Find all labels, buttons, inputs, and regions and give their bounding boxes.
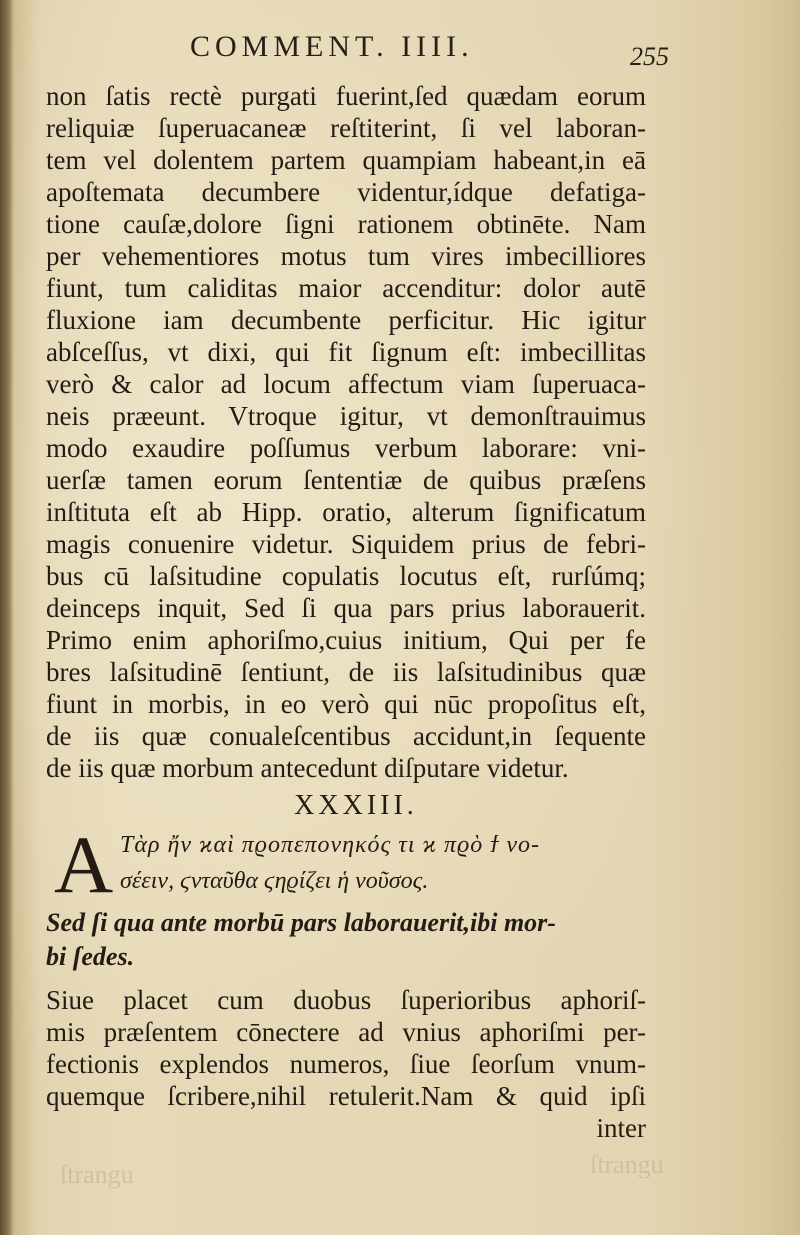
latin-aphorism-line: bi ſedes.	[46, 942, 135, 971]
commentary-line: fluxione iam decumbente perficitur. Hic igitur	[46, 305, 646, 335]
commentary-line: inſtituta eſt ab Hipp. oratio, alterum ſignificatum	[46, 497, 646, 527]
commentary-line: de iis quæ conualeſcentibus accidunt,in ſequente	[46, 721, 646, 751]
commentary-line: apoſtemata decumbere videntur,ídque defatiga-	[46, 177, 646, 207]
commentary-line: deinceps inquit, Sed ſi qua pars prius laborauerit.	[46, 593, 646, 623]
show-through-text: ſtrangu	[60, 1160, 134, 1189]
commentary-line: magis conuenire videtur. Siquidem prius de febri-	[46, 529, 646, 559]
commentary-line: bus cū laſsitudine copulatis locutus eſt, rurſúmq;	[46, 561, 646, 591]
commentary-line: fiunt in morbis, in eo verò qui nūc propoſitus eſt,	[46, 689, 646, 719]
commentary-line: verò & calor ad locum affectum viam ſuperuaca-	[46, 369, 646, 399]
commentary-line: quemque ſcribere,nihil retulerit.Nam & quid ipſi	[46, 1081, 646, 1111]
commentary-line: Siue placet cum duobus ſuperioribus aphoriſ-	[46, 985, 646, 1015]
commentary-line: tione cauſæ,dolore ſigni rationem obtinēte. Nam	[46, 209, 646, 239]
commentary-line: uerſæ tamen eorum ſententiæ de quibus præſens	[46, 465, 646, 495]
latin-aphorism-line: Sed ſi qua ante morbū pars laborauerit,ibi mor-	[46, 908, 556, 937]
commentary-line: fiunt, tum caliditas maior accenditur: dolor autē	[46, 273, 646, 303]
commentary-line: de iis quæ morbum antecedunt diſputare videtur.	[46, 753, 569, 783]
catchword: inter	[596, 1113, 646, 1143]
drop-cap: A	[54, 819, 114, 910]
commentary-line: Primo enim aphoriſmo,cuius initium, Qui per fe	[46, 625, 646, 655]
commentary-line: fectionis explendos numeros, ſiue ſeorſum vnum-	[46, 1049, 646, 1079]
commentary-line: neis præeunt. Vtroque igitur, vt demonſtrauimus	[46, 401, 646, 431]
commentary-line: tem vel dolentem partem quampiam habeant,in eā	[46, 145, 646, 175]
show-through-text: ſtrangu	[590, 1150, 664, 1179]
commentary-line: modo exaudire poſſumus verbum laborare: vni-	[46, 433, 646, 463]
book-gutter	[0, 0, 14, 1235]
greek-aphorism	[46, 819, 646, 910]
running-title: COMMENT. IIII.	[190, 30, 474, 63]
page-number: 255	[630, 42, 669, 71]
aphorism-number: XXXIII.	[294, 790, 418, 821]
commentary-line: non ſatis rectè purgati fuerint,ſed quædam eorum	[46, 81, 646, 111]
greek-line: σέειν, ϛνταῦθα ϛηϱίζει ἡ νοῦσος.	[120, 868, 429, 894]
commentary-line: per vehementiores motus tum vires imbecilliores	[46, 241, 646, 271]
commentary-line: bres laſsitudinē ſentiunt, de iis laſsitudinibus quæ	[46, 657, 646, 687]
commentary-line: reliquiæ ſuperuacaneæ reſtiterint, ſi vel laboran-	[46, 113, 646, 143]
commentary-line: mis præſentem cōnectere ad vnius aphoriſmi per-	[46, 1017, 646, 1047]
greek-line: Τὰρ ἤν ϰαὶ πϱοπεπονηκός τι ϰ πϱὸ ϯ νο-	[120, 832, 541, 858]
text-block	[46, 80, 646, 1144]
page-header	[190, 30, 669, 71]
commentary-line: abſceſſus, vt dixi, qui fit ſignum eſt: imbecillitas	[46, 337, 646, 367]
